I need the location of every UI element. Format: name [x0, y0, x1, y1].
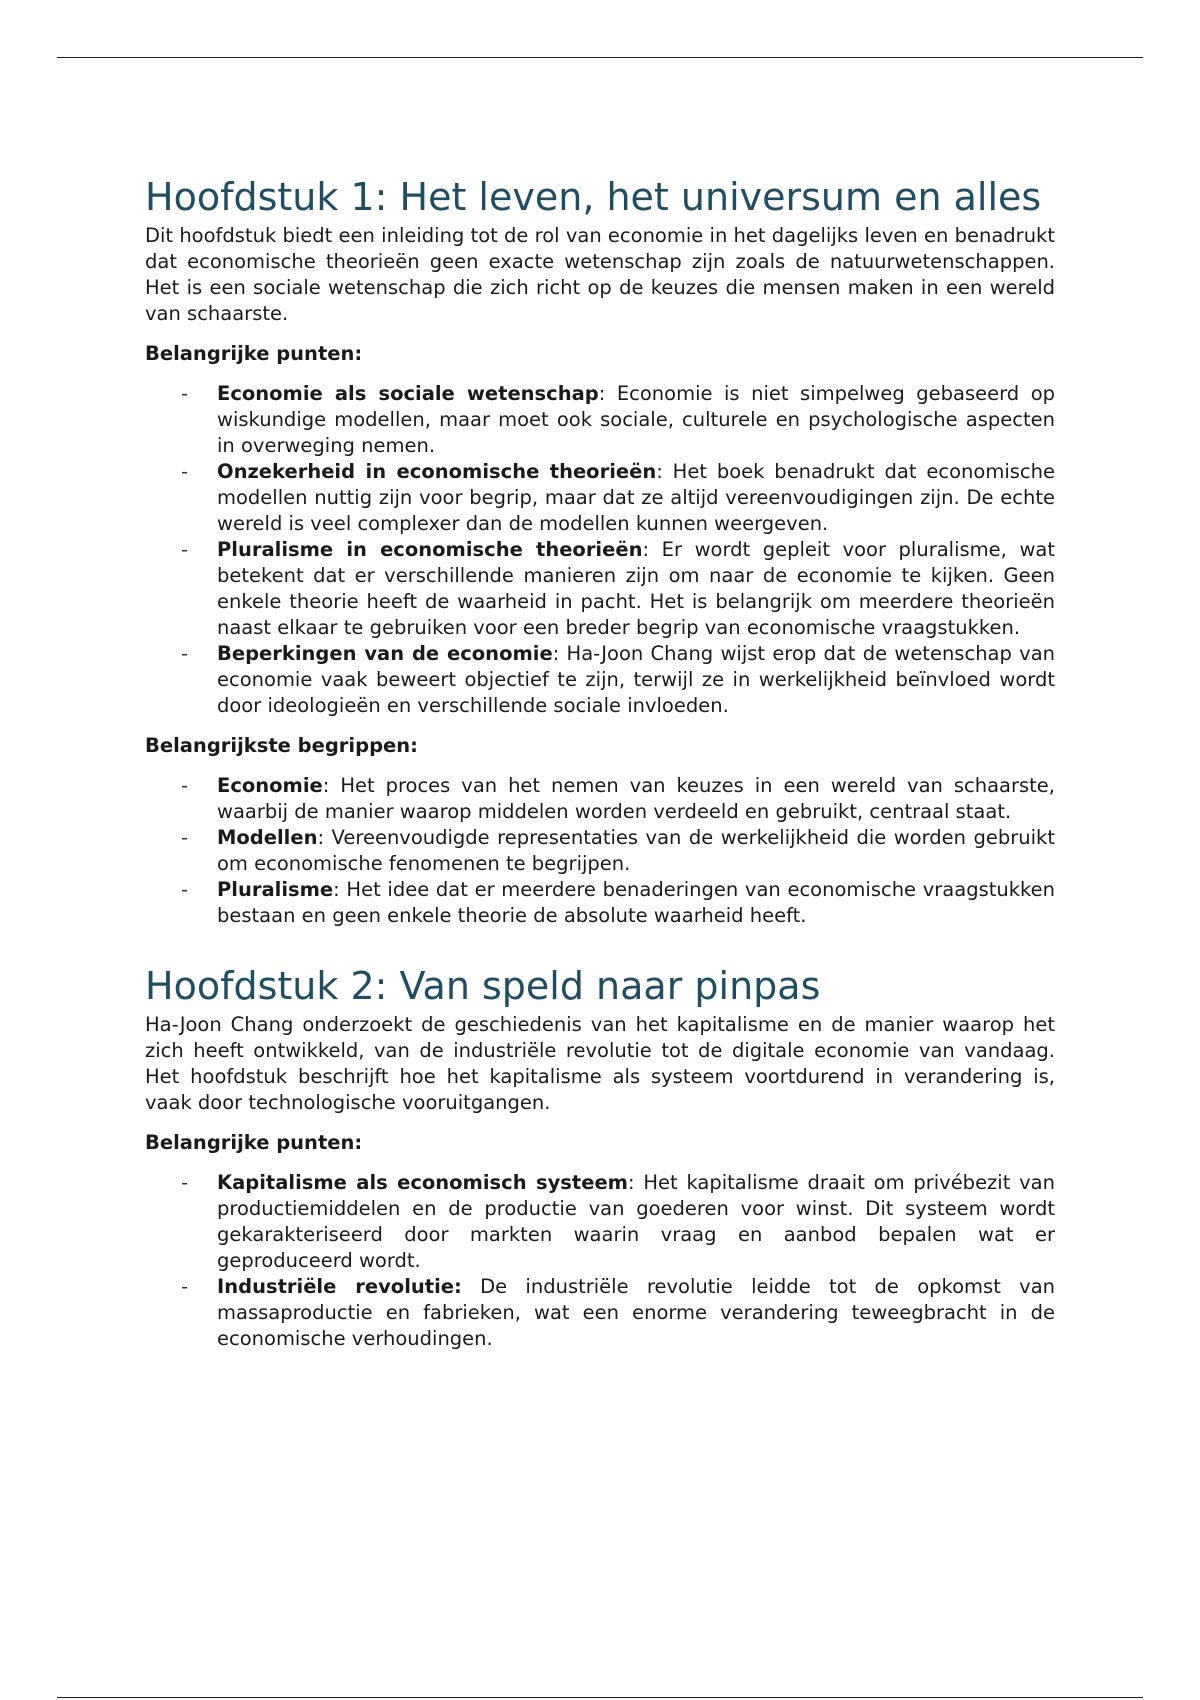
bullet-dash: - [181, 538, 189, 561]
term: Pluralisme [217, 878, 334, 901]
chapter-intro: Dit hoofdstuk biedt een inleiding tot de rol van economie in het dagelijks leven en benadrukt dat economische theorieën geen exacte wetenschap zijn zoals de natuurwetenschappen. Het is een sociale wetenschap die zich richt op de keuzes die mensen maken in een wereld van schaarste. [145, 224, 1055, 325]
separator: : [656, 460, 663, 483]
bullet-dash: - [181, 460, 189, 483]
key-concepts-list [145, 773, 1055, 929]
term: Economie als sociale wetenschap [217, 382, 599, 405]
item-text: Ha-Joon Chang wijst erop dat de wetenschap van economie vaak beweert objectief te zijn, terwijl ze in werkelijkheid beïnvloed wordt door ideologieën en verschillende sociale invloeden. [217, 642, 1055, 717]
item-text: Het idee dat er meerdere benaderingen van economische vraagstukken bestaan en geen enkele theorie de absolute waarheid heeft. [217, 878, 1055, 927]
item-text: Vereenvoudigde representaties van de werkelijkheid die worden gebruikt om economische fenomenen te begrijpen. [217, 826, 1055, 875]
chapter-intro: Ha-Joon Chang onderzoekt de geschiedenis van het kapitalisme en de manier waarop het zich heeft ontwikkeld, van de industriële revolutie tot de digitale economie van vandaag. Het hoofdstuk beschrijft hoe het kapitalisme als systeem voortdurend in verandering is, vaak door technologische vooruitgangen. [145, 1013, 1055, 1114]
key-points-list [145, 1170, 1055, 1352]
bullet-dash: - [181, 1275, 189, 1298]
list-item [145, 641, 1055, 719]
term: Modellen [217, 826, 318, 849]
list-item [145, 381, 1055, 459]
separator: : [333, 878, 340, 901]
section-heading: Belangrijke punten: [145, 1131, 363, 1154]
chapter-title: Hoofdstuk 2: Van speld naar pinpas [145, 964, 821, 1008]
list-item [145, 1274, 1055, 1352]
bullet-dash: - [181, 642, 189, 665]
term: Pluralisme in economische theorieën [217, 538, 643, 561]
term: Beperkingen van de economie [217, 642, 553, 665]
separator: : [598, 382, 606, 405]
list-item [145, 459, 1055, 537]
item-text: Het proces van het nemen van keuzes in een wereld van schaarste, waarbij de manier waarop middelen worden verdeeld en gebruikt, centraal staat. [217, 774, 1055, 823]
bullet-dash: - [181, 1171, 189, 1194]
item-text: Het kapitalisme draait om privébezit van productiemiddelen en de productie van goederen voor winst. Dit systeem wordt gekarakteriseerd door markten waarin vraag en aanbod bepalen wat er geproduceerd wordt. [217, 1171, 1055, 1272]
term: Onzekerheid in economische theorieën [217, 460, 657, 483]
list-item [145, 877, 1055, 929]
separator: : [322, 774, 330, 797]
chapter-title: Hoofdstuk 1: Het leven, het universum en alles [145, 175, 1042, 219]
item-text: Economie is niet simpelweg gebaseerd op wiskundige modellen, maar moet ook sociale, culturele en psychologische aspecten in overweging nemen. [217, 382, 1055, 457]
section-heading: Belangrijkste begrippen: [145, 734, 418, 757]
separator: : [317, 826, 325, 849]
bullet-dash: - [181, 774, 189, 797]
item-text: Er wordt gepleit voor pluralisme, wat betekent dat er verschillende manieren zijn om naar de economie te kijken. Geen enkele theorie heeft de waarheid in pacht. Het is belangrijk om meerdere theorieën naast elkaar te gebruiken voor een breder begrip van economische vraagstukken. [217, 538, 1055, 639]
separator: : [642, 538, 650, 561]
separator: : [552, 642, 560, 665]
chapter-2 [145, 963, 1055, 1352]
key-points-list [145, 381, 1055, 719]
separator: : [628, 1171, 635, 1194]
item-text: Het boek benadrukt dat economische modellen nuttig zijn voor begrip, maar dat ze altijd vereenvoudigingen zijn. De echte wereld is veel complexer dan de modellen kunnen weergeven. [217, 460, 1055, 535]
bullet-dash: - [181, 826, 189, 849]
bullet-dash: - [181, 382, 189, 405]
item-text: De industriële revolutie leidde tot de opkomst van massaproductie en fabrieken, wat een enorme verandering teweegbracht in de economische verhoudingen. [217, 1275, 1055, 1350]
document-body [145, 174, 1055, 1352]
list-item [145, 825, 1055, 877]
bullet-dash: - [181, 878, 189, 901]
list-item [145, 537, 1055, 641]
footer-rule [57, 1697, 1143, 1698]
term: Economie [217, 774, 323, 797]
chapter-spacer [145, 929, 1055, 963]
section-heading: Belangrijke punten: [145, 342, 363, 365]
chapter-1 [145, 174, 1055, 929]
header-rule [57, 57, 1143, 58]
term: Kapitalisme als economisch systeem [217, 1171, 628, 1194]
term: Industriële revolutie: [217, 1275, 462, 1298]
list-item [145, 773, 1055, 825]
list-item [145, 1170, 1055, 1274]
